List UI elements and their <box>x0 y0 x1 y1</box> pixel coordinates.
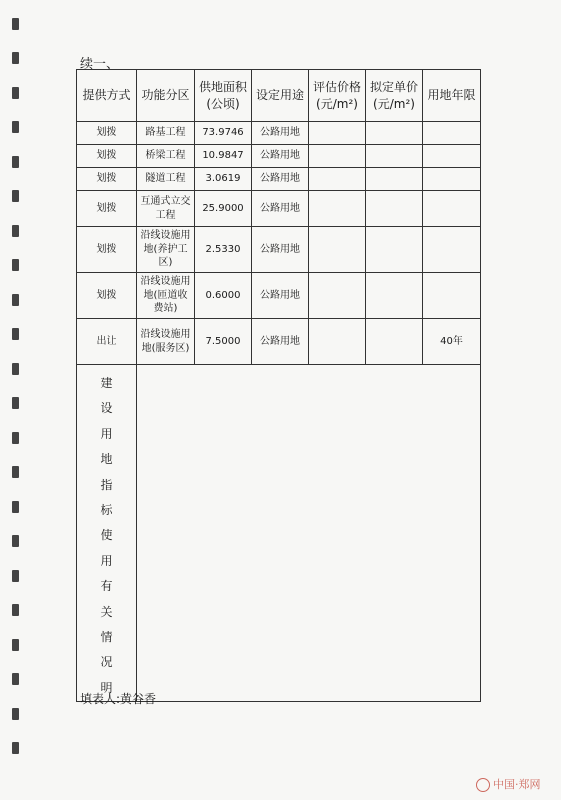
binding-mark <box>12 225 19 237</box>
cell-area: 2.5330 <box>195 227 252 273</box>
binding-mark <box>12 432 19 444</box>
table-row <box>77 227 481 273</box>
cell-method: 划拨 <box>77 273 137 319</box>
notes-label-char: 有 <box>100 579 113 594</box>
binding-mark <box>12 259 19 271</box>
binding-mark <box>12 121 19 133</box>
cell-area: 7.5000 <box>195 319 252 365</box>
binding-mark <box>12 742 19 754</box>
cell-zone: 沿线设施用地(服务区) <box>137 319 195 365</box>
cell-area: 10.9847 <box>195 145 252 168</box>
cell-zone: 隧道工程 <box>137 168 195 191</box>
cell-zone: 沿线设施用地(养护工区) <box>137 227 195 273</box>
notes-label-char: 地 <box>100 452 113 467</box>
cell-term <box>423 122 481 145</box>
notes-label-char: 建 <box>100 376 113 390</box>
notes-label-char: 用 <box>100 426 113 441</box>
filler-label: 填表人: <box>80 692 121 706</box>
table-row <box>77 191 481 227</box>
cell-term: 40年 <box>423 319 481 365</box>
land-supply-table <box>76 69 481 702</box>
notes-label-char: 明 <box>100 680 113 695</box>
cell-assessed <box>309 191 366 227</box>
notes-label-char: 关 <box>100 604 113 619</box>
table-row <box>77 145 481 168</box>
header-supply-area: 供地面积 (公顷) <box>195 70 252 122</box>
binding-mark <box>12 156 19 168</box>
cell-method: 划拨 <box>77 168 137 191</box>
cell-assessed <box>309 122 366 145</box>
cell-assessed <box>309 273 366 319</box>
cell-use: 公路用地 <box>252 191 309 227</box>
cell-area: 0.6000 <box>195 273 252 319</box>
notes-label-char: 况 <box>100 655 113 670</box>
cell-area: 3.0619 <box>195 168 252 191</box>
emblem-icon <box>476 778 490 792</box>
cell-proposed <box>366 145 423 168</box>
header-function-zone: 功能分区 <box>137 70 195 122</box>
cell-zone: 互通式立交工程 <box>137 191 195 227</box>
notes-label-char: 使 <box>100 528 113 543</box>
binding-mark <box>12 535 19 547</box>
header-row <box>77 70 481 122</box>
filler-name: 黄谷香 <box>120 692 157 706</box>
binding-mark <box>12 397 19 409</box>
cell-use: 公路用地 <box>252 227 309 273</box>
cell-term <box>423 168 481 191</box>
binding-mark <box>12 639 19 651</box>
binding-mark <box>12 466 19 478</box>
cell-method: 出让 <box>77 319 137 365</box>
cell-area: 73.9746 <box>195 122 252 145</box>
cell-proposed <box>366 122 423 145</box>
cell-proposed <box>366 168 423 191</box>
table-row <box>77 168 481 191</box>
filler-line <box>80 690 156 707</box>
cell-use: 公路用地 <box>252 319 309 365</box>
cell-area: 25.9000 <box>195 191 252 227</box>
notes-label-char: 标 <box>100 502 113 517</box>
notes-label <box>77 365 137 702</box>
cell-proposed <box>366 191 423 227</box>
binding-mark <box>12 673 19 685</box>
binding-mark <box>12 363 19 375</box>
cell-proposed <box>366 273 423 319</box>
notes-label-char: 情 <box>100 629 113 644</box>
binding-mark <box>12 570 19 582</box>
binding-mark <box>12 604 19 616</box>
binding-mark <box>12 294 19 306</box>
cell-term <box>423 273 481 319</box>
notes-label-char: 设 <box>100 401 113 416</box>
cell-zone: 桥梁工程 <box>137 145 195 168</box>
cell-use: 公路用地 <box>252 273 309 319</box>
binding-mark <box>12 328 19 340</box>
binding-holes <box>10 0 24 800</box>
cell-assessed <box>309 168 366 191</box>
binding-mark <box>12 87 19 99</box>
cell-proposed <box>366 227 423 273</box>
notes-label-char: 指 <box>100 477 113 492</box>
cell-zone: 沿线设施用地(匝道收费站) <box>137 273 195 319</box>
binding-mark <box>12 190 19 202</box>
notes-label-char: 用 <box>100 553 113 568</box>
cell-method: 划拨 <box>77 227 137 273</box>
watermark-text: 中国·郑网 <box>493 778 541 791</box>
binding-mark <box>12 501 19 513</box>
header-designated-use: 设定用途 <box>252 70 309 122</box>
header-proposed-unit-price: 拟定单价 (元/m²) <box>366 70 423 122</box>
header-assessed-price: 评估价格 (元/m²) <box>309 70 366 122</box>
cell-method: 划拨 <box>77 145 137 168</box>
cell-assessed <box>309 227 366 273</box>
header-land-use-term: 用地年限 <box>423 70 481 122</box>
cell-assessed <box>309 319 366 365</box>
cell-use: 公路用地 <box>252 145 309 168</box>
binding-mark <box>12 708 19 720</box>
cell-term <box>423 227 481 273</box>
cell-use: 公路用地 <box>252 168 309 191</box>
continuation-label: 续一、 <box>80 57 120 72</box>
cell-term <box>423 145 481 168</box>
cell-term <box>423 191 481 227</box>
notes-content <box>137 365 481 702</box>
binding-mark <box>12 52 19 64</box>
table-row <box>77 122 481 145</box>
binding-mark <box>12 18 19 30</box>
cell-use: 公路用地 <box>252 122 309 145</box>
cell-zone: 路基工程 <box>137 122 195 145</box>
cell-assessed <box>309 145 366 168</box>
cell-proposed <box>366 319 423 365</box>
header-supply-method: 提供方式 <box>77 70 137 122</box>
notes-row <box>77 365 481 702</box>
cell-method: 划拨 <box>77 191 137 227</box>
table-row <box>77 319 481 365</box>
watermark <box>476 776 541 792</box>
cell-method: 划拨 <box>77 122 137 145</box>
table-row <box>77 273 481 319</box>
